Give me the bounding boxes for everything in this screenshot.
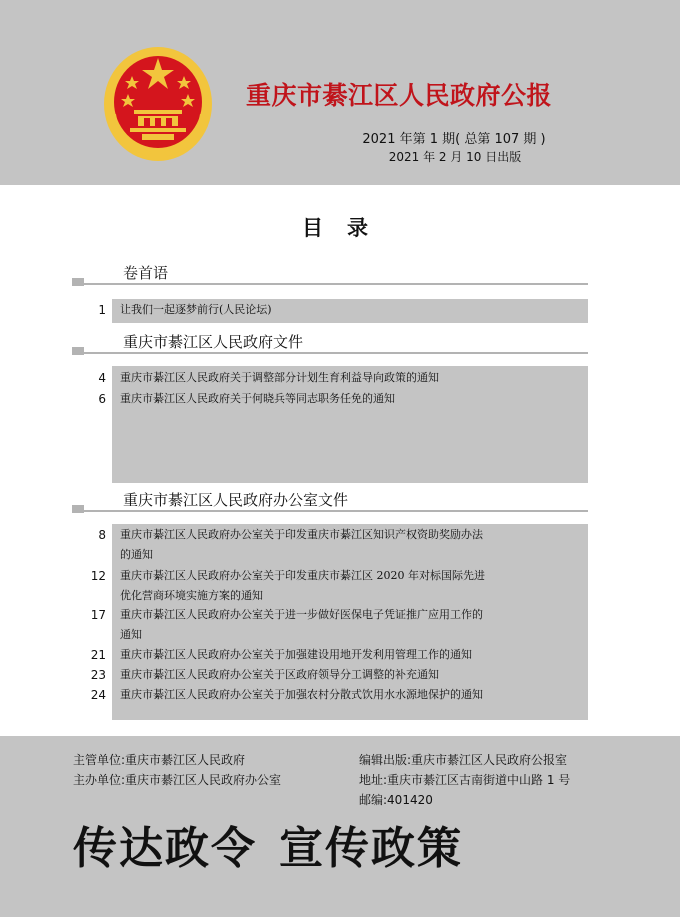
section-marker <box>72 505 84 513</box>
section-heading-label: 卷首语 <box>123 264 169 282</box>
section-heading <box>72 262 588 288</box>
entry-list <box>90 524 588 720</box>
section-rule <box>84 352 588 354</box>
section-marker <box>72 347 84 355</box>
toc-entry[interactable] <box>98 389 588 409</box>
entry-list <box>98 299 588 323</box>
entry-title-line: 通知 <box>120 627 142 641</box>
postcode: 邮编:401420 <box>359 793 433 807</box>
toc-title-char: 目 <box>302 215 329 240</box>
supervisor-unit: 主管单位:重庆市綦江区人民政府 <box>73 753 246 767</box>
section-heading <box>72 489 588 515</box>
toc-entry[interactable] <box>98 525 588 564</box>
bulletin-title: 重庆市綦江区人民政府公报 <box>246 81 553 110</box>
section-heading-label: 重庆市綦江区人民政府办公室文件 <box>123 491 349 509</box>
entry-page: 6 <box>98 392 106 406</box>
toc-title-char: 录 <box>347 215 374 240</box>
toc-entry[interactable] <box>90 566 588 605</box>
slogan <box>73 812 463 876</box>
section-heading-label: 重庆市綦江区人民政府文件 <box>123 333 304 351</box>
toc-entry[interactable] <box>98 368 588 388</box>
entry-title: 重庆市綦江区人民政府办公室关于加强建设用地开发利用管理工作的通知 <box>120 648 472 661</box>
sponsor-unit: 主办单位:重庆市綦江区人民政府办公室 <box>73 773 282 787</box>
section-rule <box>84 510 588 512</box>
toc-entry[interactable] <box>90 665 588 685</box>
entry-page: 17 <box>90 608 106 622</box>
entry-title: 重庆市綦江区人民政府关于何晓兵等同志职务任免的通知 <box>120 392 395 405</box>
entry-page: 12 <box>90 569 106 583</box>
entry-page: 8 <box>98 528 106 542</box>
entry-title-line: 重庆市綦江区人民政府办公室关于进一步做好医保电子凭证推广应用工作的 <box>120 608 483 621</box>
publish-date: 2021 年 2 月 10 日出版 <box>388 150 522 164</box>
address: 地址:重庆市綦江区古南街道中山路 1 号 <box>359 773 571 787</box>
section-rule <box>84 283 588 285</box>
entry-title-line: 重庆市綦江区人民政府办公室关于印发重庆市綦江区 2020 年对标国际先进 <box>120 569 485 582</box>
entry-title-line: 优化营商环境实施方案的通知 <box>120 588 263 602</box>
entry-title: 让我们一起逐梦前行(人民论坛) <box>120 303 272 316</box>
entry-page: 4 <box>98 371 106 385</box>
entry-title-line: 的通知 <box>120 547 153 561</box>
entry-title-line: 重庆市綦江区人民政府办公室关于印发重庆市綦江区知识产权资助奖励办法 <box>120 528 483 541</box>
toc-entry[interactable] <box>98 300 588 320</box>
section-heading <box>72 331 588 357</box>
masthead <box>0 0 680 185</box>
entry-page: 1 <box>98 303 106 317</box>
entry-page: 23 <box>90 668 106 682</box>
entry-title: 重庆市綦江区人民政府办公室关于加强农村分散式饮用水水源地保护的通知 <box>120 688 483 701</box>
toc-title <box>0 212 680 242</box>
issue-number: 2021 年第 1 期( 总第 107 期 ) <box>362 132 546 147</box>
editor-unit: 编辑出版:重庆市綦江区人民政府公报室 <box>359 753 568 767</box>
section-marker <box>72 278 84 286</box>
entry-page: 21 <box>90 648 106 662</box>
entry-page: 24 <box>90 688 106 702</box>
slogan-left: 传达政令 <box>73 823 257 874</box>
entry-title: 重庆市綦江区人民政府办公室关于区政府领导分工调整的补充通知 <box>120 668 439 681</box>
entry-list <box>98 366 588 483</box>
slogan-right: 宣传政策 <box>279 823 463 874</box>
toc-entry[interactable] <box>90 645 588 665</box>
toc-entry[interactable] <box>90 685 588 705</box>
entry-title: 重庆市綦江区人民政府关于调整部分计划生育利益导向政策的通知 <box>120 371 439 384</box>
toc-entry[interactable] <box>90 605 588 644</box>
